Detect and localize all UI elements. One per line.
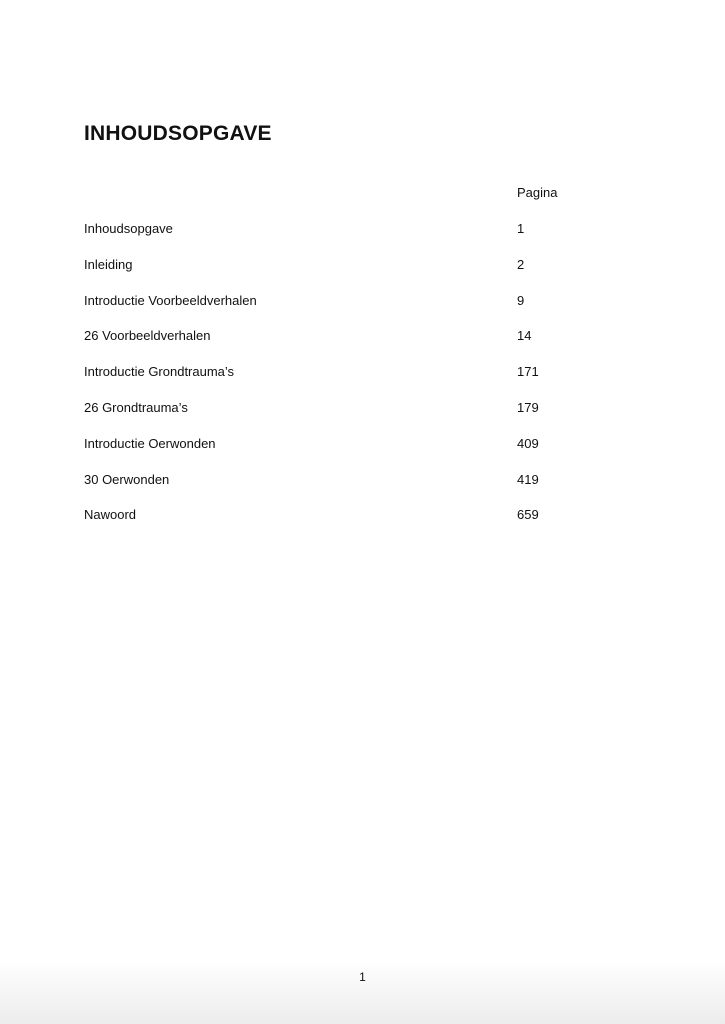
toc-entry-label: 26 Voorbeeldverhalen (84, 328, 211, 344)
toc-entry-page: 171 (517, 364, 539, 380)
toc-entry (84, 435, 604, 471)
toc-entry (84, 292, 604, 328)
toc-entry-label: 30 Oerwonden (84, 471, 170, 487)
toc-entry-label: 26 Grondtrauma’s (84, 399, 188, 415)
footer-page-number: 1 (359, 970, 366, 984)
toc-entry (84, 399, 604, 435)
toc-entry-label: Introductie Oerwonden (84, 435, 216, 451)
toc-entry-label: Introductie Voorbeeldverhalen (84, 292, 257, 308)
page-title: INHOUDSOPGAVE (84, 122, 272, 145)
toc-entry-label: Inhoudsopgave (84, 221, 173, 236)
toc-entry (84, 327, 604, 363)
toc-entry-page: 409 (517, 435, 539, 451)
toc-entry (84, 220, 604, 256)
toc-entry-page: 2 (517, 256, 525, 272)
toc-entry-page: 419 (517, 471, 539, 487)
toc-entry-page: 1 (517, 221, 525, 236)
toc-entry-page: 179 (517, 399, 539, 415)
toc-entry (84, 256, 604, 292)
toc-entry (84, 363, 604, 399)
toc-entry-label: Nawoord (84, 507, 137, 523)
toc-entry (84, 471, 604, 507)
toc-entry (84, 506, 604, 542)
page-column-header: Pagina (517, 185, 558, 200)
toc-entry-page: 14 (517, 328, 532, 344)
toc-entry-label: Inleiding (84, 256, 133, 272)
table-of-contents (84, 220, 604, 542)
toc-entry-label: Introductie Grondtrauma’s (84, 364, 235, 380)
toc-entry-page: 9 (517, 292, 525, 308)
toc-entry-page: 659 (517, 507, 539, 523)
